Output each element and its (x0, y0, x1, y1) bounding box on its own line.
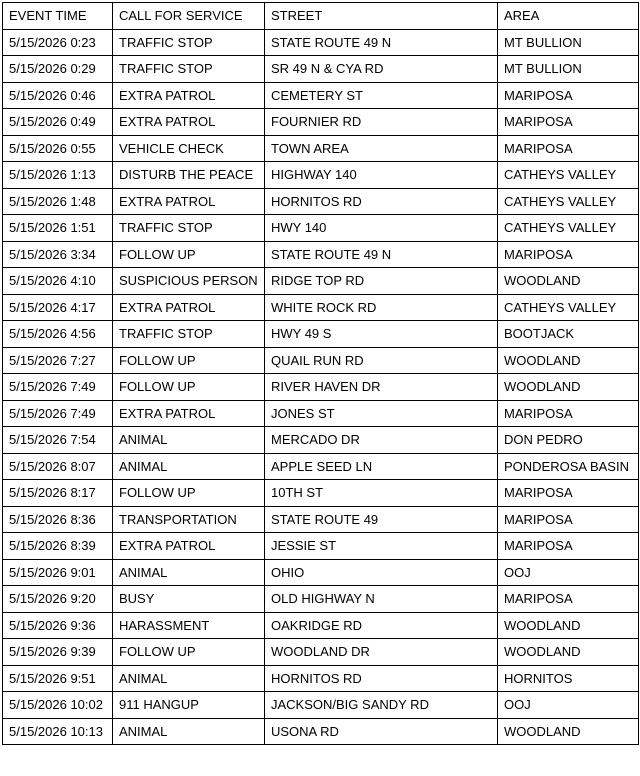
header-street: STREET (265, 3, 498, 30)
table-header (3, 3, 639, 30)
event-time-cell: 5/15/2026 1:51 (3, 215, 113, 242)
area-cell: WOODLAND (498, 268, 639, 295)
event-time-cell: 5/15/2026 4:17 (3, 294, 113, 321)
street-cell: STATE ROUTE 49 (265, 506, 498, 533)
street-cell: FOURNIER RD (265, 109, 498, 136)
event-time-cell: 5/15/2026 0:55 (3, 135, 113, 162)
area-cell: PONDEROSA BASIN (498, 453, 639, 480)
event-time-cell: 5/15/2026 0:49 (3, 109, 113, 136)
call-for-service-cell: FOLLOW UP (113, 374, 265, 401)
event-time-cell: 5/15/2026 8:39 (3, 533, 113, 560)
street-cell: APPLE SEED LN (265, 453, 498, 480)
call-for-service-cell: FOLLOW UP (113, 241, 265, 268)
area-cell: BOOTJACK (498, 321, 639, 348)
call-for-service-cell: TRANSPORTATION (113, 506, 265, 533)
street-cell: SR 49 N & CYA RD (265, 56, 498, 83)
table-row (3, 427, 639, 454)
call-for-service-cell: TRAFFIC STOP (113, 321, 265, 348)
street-cell: OLD HIGHWAY N (265, 586, 498, 613)
area-cell: MARIPOSA (498, 135, 639, 162)
table-row (3, 347, 639, 374)
street-cell: TOWN AREA (265, 135, 498, 162)
area-cell: WOODLAND (498, 347, 639, 374)
table-row (3, 374, 639, 401)
street-cell: WHITE ROCK RD (265, 294, 498, 321)
table-row (3, 268, 639, 295)
table-row (3, 294, 639, 321)
call-for-service-cell: BUSY (113, 586, 265, 613)
table-row (3, 162, 639, 189)
event-time-cell: 5/15/2026 10:13 (3, 718, 113, 745)
event-time-cell: 5/15/2026 8:36 (3, 506, 113, 533)
event-time-cell: 5/15/2026 0:46 (3, 82, 113, 109)
area-cell: MARIPOSA (498, 82, 639, 109)
area-cell: MARIPOSA (498, 400, 639, 427)
area-cell: CATHEYS VALLEY (498, 188, 639, 215)
area-cell: WOODLAND (498, 374, 639, 401)
street-cell: 10TH ST (265, 480, 498, 507)
event-time-cell: 5/15/2026 10:02 (3, 692, 113, 719)
table-row (3, 241, 639, 268)
street-cell: STATE ROUTE 49 N (265, 29, 498, 56)
event-time-cell: 5/15/2026 7:49 (3, 374, 113, 401)
event-time-cell: 5/15/2026 7:49 (3, 400, 113, 427)
area-cell: WOODLAND (498, 639, 639, 666)
table-row (3, 400, 639, 427)
event-time-cell: 5/15/2026 9:20 (3, 586, 113, 613)
street-cell: QUAIL RUN RD (265, 347, 498, 374)
call-for-service-cell: ANIMAL (113, 718, 265, 745)
street-cell: MERCADO DR (265, 427, 498, 454)
header-area: AREA (498, 3, 639, 30)
call-for-service-cell: ANIMAL (113, 559, 265, 586)
event-time-cell: 5/15/2026 9:39 (3, 639, 113, 666)
event-time-cell: 5/15/2026 0:29 (3, 56, 113, 83)
table-row (3, 453, 639, 480)
street-cell: HWY 140 (265, 215, 498, 242)
street-cell: OAKRIDGE RD (265, 612, 498, 639)
street-cell: USONA RD (265, 718, 498, 745)
call-for-service-cell: TRAFFIC STOP (113, 215, 265, 242)
street-cell: JONES ST (265, 400, 498, 427)
street-cell: RIVER HAVEN DR (265, 374, 498, 401)
table-row (3, 612, 639, 639)
call-for-service-cell: EXTRA PATROL (113, 109, 265, 136)
table-row (3, 480, 639, 507)
area-cell: WOODLAND (498, 718, 639, 745)
table-row (3, 718, 639, 745)
event-time-cell: 5/15/2026 1:48 (3, 188, 113, 215)
area-cell: MARIPOSA (498, 506, 639, 533)
street-cell: CEMETERY ST (265, 82, 498, 109)
street-cell: JACKSON/BIG SANDY RD (265, 692, 498, 719)
table-row (3, 506, 639, 533)
area-cell: MARIPOSA (498, 480, 639, 507)
event-time-cell: 5/15/2026 9:01 (3, 559, 113, 586)
table-row (3, 559, 639, 586)
street-cell: HORNITOS RD (265, 188, 498, 215)
event-time-cell: 5/15/2026 8:07 (3, 453, 113, 480)
call-for-service-cell: FOLLOW UP (113, 480, 265, 507)
street-cell: HWY 49 S (265, 321, 498, 348)
table-row (3, 135, 639, 162)
call-for-service-cell: ANIMAL (113, 665, 265, 692)
call-for-service-cell: EXTRA PATROL (113, 533, 265, 560)
call-log-table (2, 2, 639, 745)
event-time-cell: 5/15/2026 1:13 (3, 162, 113, 189)
area-cell: CATHEYS VALLEY (498, 162, 639, 189)
event-time-cell: 5/15/2026 4:56 (3, 321, 113, 348)
header-event-time: EVENT TIME (3, 3, 113, 30)
event-time-cell: 5/15/2026 8:17 (3, 480, 113, 507)
call-for-service-cell: 911 HANGUP (113, 692, 265, 719)
area-cell: MARIPOSA (498, 241, 639, 268)
call-for-service-cell: EXTRA PATROL (113, 400, 265, 427)
event-time-cell: 5/15/2026 4:10 (3, 268, 113, 295)
area-cell: HORNITOS (498, 665, 639, 692)
table-row (3, 639, 639, 666)
table-row (3, 215, 639, 242)
street-cell: HIGHWAY 140 (265, 162, 498, 189)
table-row (3, 29, 639, 56)
header-call-for-service: CALL FOR SERVICE (113, 3, 265, 30)
table-row (3, 188, 639, 215)
call-for-service-cell: HARASSMENT (113, 612, 265, 639)
area-cell: OOJ (498, 559, 639, 586)
call-for-service-cell: EXTRA PATROL (113, 82, 265, 109)
area-cell: OOJ (498, 692, 639, 719)
call-for-service-cell: EXTRA PATROL (113, 294, 265, 321)
street-cell: HORNITOS RD (265, 665, 498, 692)
call-for-service-cell: VEHICLE CHECK (113, 135, 265, 162)
call-for-service-cell: DISTURB THE PEACE (113, 162, 265, 189)
call-for-service-cell: TRAFFIC STOP (113, 56, 265, 83)
table-row (3, 321, 639, 348)
event-time-cell: 5/15/2026 3:34 (3, 241, 113, 268)
area-cell: MT BULLION (498, 29, 639, 56)
area-cell: MARIPOSA (498, 109, 639, 136)
call-for-service-cell: EXTRA PATROL (113, 188, 265, 215)
call-for-service-cell: ANIMAL (113, 453, 265, 480)
table-row (3, 692, 639, 719)
area-cell: CATHEYS VALLEY (498, 215, 639, 242)
street-cell: STATE ROUTE 49 N (265, 241, 498, 268)
area-cell: MARIPOSA (498, 533, 639, 560)
call-for-service-cell: FOLLOW UP (113, 347, 265, 374)
area-cell: DON PEDRO (498, 427, 639, 454)
table-row (3, 665, 639, 692)
area-cell: CATHEYS VALLEY (498, 294, 639, 321)
call-for-service-cell: SUSPICIOUS PERSON (113, 268, 265, 295)
table-row (3, 533, 639, 560)
street-cell: OHIO (265, 559, 498, 586)
call-for-service-cell: ANIMAL (113, 427, 265, 454)
street-cell: RIDGE TOP RD (265, 268, 498, 295)
table-body (3, 29, 639, 745)
area-cell: WOODLAND (498, 612, 639, 639)
table-row (3, 56, 639, 83)
table-row (3, 586, 639, 613)
event-time-cell: 5/15/2026 9:36 (3, 612, 113, 639)
table-row (3, 82, 639, 109)
event-time-cell: 5/15/2026 7:54 (3, 427, 113, 454)
event-time-cell: 5/15/2026 9:51 (3, 665, 113, 692)
street-cell: WOODLAND DR (265, 639, 498, 666)
header-row (3, 3, 639, 30)
event-time-cell: 5/15/2026 7:27 (3, 347, 113, 374)
event-time-cell: 5/15/2026 0:23 (3, 29, 113, 56)
call-for-service-cell: FOLLOW UP (113, 639, 265, 666)
street-cell: JESSIE ST (265, 533, 498, 560)
area-cell: MT BULLION (498, 56, 639, 83)
area-cell: MARIPOSA (498, 586, 639, 613)
table-row (3, 109, 639, 136)
call-for-service-cell: TRAFFIC STOP (113, 29, 265, 56)
